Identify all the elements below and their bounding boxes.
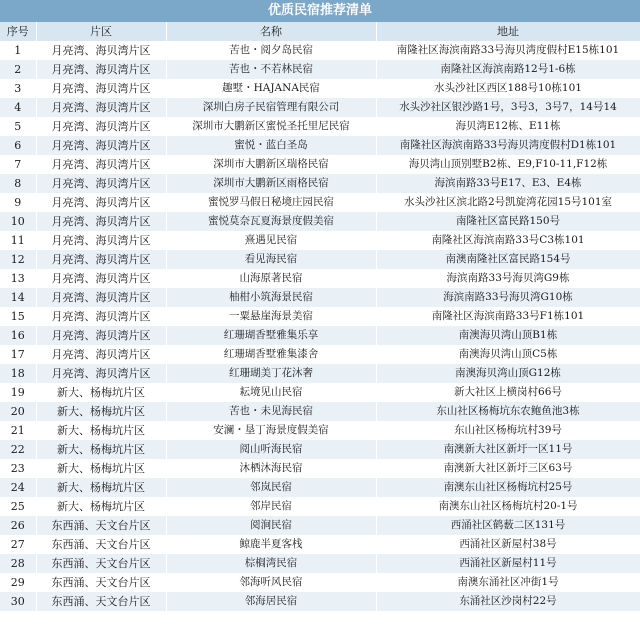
cell-area: 新大、杨梅坑片区 (36, 440, 166, 459)
cell-address: 东山社区杨梅坑东农鲍鱼池3栋 (376, 402, 640, 421)
cell-name: 深圳市大鹏新区雨格民宿 (166, 174, 376, 193)
cell-area: 东西涌、天文台片区 (36, 573, 166, 592)
cell-address: 水头沙社区西区188号10栋101 (376, 79, 640, 98)
cell-index: 24 (0, 478, 36, 497)
cell-address: 南隆社区海滨南路33号海贝湾度假村D1栋101 (376, 136, 640, 155)
cell-index: 13 (0, 269, 36, 288)
cell-area: 月亮湾、海贝湾片区 (36, 307, 166, 326)
cell-index: 17 (0, 345, 36, 364)
cell-area: 新大、杨梅坑片区 (36, 478, 166, 497)
table-row (0, 79, 640, 98)
cell-name: 看见海民宿 (166, 250, 376, 269)
cell-name: 熹遇见民宿 (166, 231, 376, 250)
table-row (0, 212, 640, 231)
table-row (0, 421, 640, 440)
cell-index: 19 (0, 383, 36, 402)
cell-name: 苦也・不若林民宿 (166, 60, 376, 79)
cell-index: 3 (0, 79, 36, 98)
cell-address: 南隆社区海滨南路33号F1栋101 (376, 307, 640, 326)
cell-name: 蜜悦・蓝白圣岛 (166, 136, 376, 155)
table-row (0, 41, 640, 60)
cell-area: 月亮湾、海贝湾片区 (36, 345, 166, 364)
cell-address: 南澳海贝湾山顶C5栋 (376, 345, 640, 364)
cell-index: 6 (0, 136, 36, 155)
cell-index: 9 (0, 193, 36, 212)
table-row (0, 250, 640, 269)
cell-name: 鲸鹿半夏客栈 (166, 535, 376, 554)
cell-address: 南澳东山社区杨梅坑村20-1号 (376, 497, 640, 516)
guesthouse-table (0, 22, 640, 611)
cell-address: 海滨南路33号海贝湾G9栋 (376, 269, 640, 288)
cell-name: 深圳市大鹏新区瑞格民宿 (166, 155, 376, 174)
cell-name: 一粟悬崖海景美宿 (166, 307, 376, 326)
cell-name: 深圳市大鹏新区蜜悦圣托里尼民宿 (166, 117, 376, 136)
cell-area: 东西涌、天文台片区 (36, 554, 166, 573)
cell-address: 海贝湾山顶别墅B2栋、E9,F10-11,F12栋 (376, 155, 640, 174)
cell-index: 30 (0, 592, 36, 611)
cell-address: 西涌社区新屋村11号 (376, 554, 640, 573)
header-row (0, 22, 640, 41)
cell-name: 阅涧民宿 (166, 516, 376, 535)
header-name: 名称 (166, 22, 376, 41)
table-row (0, 459, 640, 478)
cell-area: 月亮湾、海贝湾片区 (36, 269, 166, 288)
cell-name: 苦也・未见海民宿 (166, 402, 376, 421)
table-row (0, 440, 640, 459)
cell-name: 邻海居民宿 (166, 592, 376, 611)
cell-index: 18 (0, 364, 36, 383)
cell-index: 1 (0, 41, 36, 60)
table-row (0, 155, 640, 174)
cell-area: 月亮湾、海贝湾片区 (36, 155, 166, 174)
cell-index: 28 (0, 554, 36, 573)
cell-address: 南澳南隆社区富民路154号 (376, 250, 640, 269)
table-row (0, 117, 640, 136)
cell-index: 5 (0, 117, 36, 136)
header-index: 序号 (0, 22, 36, 41)
cell-index: 11 (0, 231, 36, 250)
table-row (0, 307, 640, 326)
cell-address: 南隆社区海滨南路33号海贝湾度假村E15栋101 (376, 41, 640, 60)
cell-area: 月亮湾、海贝湾片区 (36, 98, 166, 117)
cell-area: 东西涌、天文台片区 (36, 516, 166, 535)
cell-name: 蜜悦莫奈瓦夏海景度假美宿 (166, 212, 376, 231)
table-row (0, 60, 640, 79)
cell-area: 月亮湾、海贝湾片区 (36, 174, 166, 193)
table-row (0, 497, 640, 516)
cell-area: 月亮湾、海贝湾片区 (36, 250, 166, 269)
table-row (0, 345, 640, 364)
table-row (0, 364, 640, 383)
table-row (0, 326, 640, 345)
table-row (0, 516, 640, 535)
cell-index: 27 (0, 535, 36, 554)
cell-address: 南澳新大社区新圩一区11号 (376, 440, 640, 459)
cell-index: 8 (0, 174, 36, 193)
table-row (0, 269, 640, 288)
cell-address: 东涌社区沙岗村22号 (376, 592, 640, 611)
cell-name: 深圳白房子民宿管理有限公司 (166, 98, 376, 117)
cell-name: 安澜・垦丁海景度假美宿 (166, 421, 376, 440)
table-row (0, 174, 640, 193)
cell-name: 山海原著民宿 (166, 269, 376, 288)
cell-address: 南澳东山社区杨梅坑村25号 (376, 478, 640, 497)
cell-area: 新大、杨梅坑片区 (36, 421, 166, 440)
cell-name: 阅山听海民宿 (166, 440, 376, 459)
table-row (0, 573, 640, 592)
cell-address: 水头沙社区滨北路2号凯旋湾花园15号101室 (376, 193, 640, 212)
cell-name: 红珊瑚香墅雅集乐享 (166, 326, 376, 345)
cell-index: 7 (0, 155, 36, 174)
cell-index: 14 (0, 288, 36, 307)
cell-address: 南澳新大社区新圩三区63号 (376, 459, 640, 478)
cell-name: 柚柑小筑海景民宿 (166, 288, 376, 307)
cell-address: 西涌社区新屋村38号 (376, 535, 640, 554)
cell-name: 邻岚民宿 (166, 478, 376, 497)
table-body (0, 41, 640, 611)
cell-index: 25 (0, 497, 36, 516)
cell-area: 月亮湾、海贝湾片区 (36, 364, 166, 383)
cell-name: 耘境见山民宿 (166, 383, 376, 402)
cell-name: 苦也・阅夕岛民宿 (166, 41, 376, 60)
cell-area: 月亮湾、海贝湾片区 (36, 231, 166, 250)
cell-index: 21 (0, 421, 36, 440)
cell-name: 沐栖沐海民宿 (166, 459, 376, 478)
cell-index: 15 (0, 307, 36, 326)
cell-area: 月亮湾、海贝湾片区 (36, 60, 166, 79)
cell-name: 棕榈湾民宿 (166, 554, 376, 573)
cell-index: 16 (0, 326, 36, 345)
cell-area: 月亮湾、海贝湾片区 (36, 193, 166, 212)
cell-area: 东西涌、天文台片区 (36, 535, 166, 554)
cell-area: 月亮湾、海贝湾片区 (36, 79, 166, 98)
sheet-title: 优质民宿推荐清单 (0, 0, 640, 22)
cell-area: 月亮湾、海贝湾片区 (36, 136, 166, 155)
cell-area: 新大、杨梅坑片区 (36, 402, 166, 421)
table-row (0, 231, 640, 250)
cell-address: 南隆社区海滨南路33号C3栋101 (376, 231, 640, 250)
table-row (0, 98, 640, 117)
cell-index: 26 (0, 516, 36, 535)
cell-area: 东西涌、天文台片区 (36, 592, 166, 611)
cell-address: 东山社区杨梅坑村39号 (376, 421, 640, 440)
cell-address: 南隆社区海滨南路12号1-6栋 (376, 60, 640, 79)
cell-index: 12 (0, 250, 36, 269)
cell-area: 新大、杨梅坑片区 (36, 497, 166, 516)
cell-address: 南澳东涌社区冲街1号 (376, 573, 640, 592)
cell-index: 23 (0, 459, 36, 478)
cell-name: 邻海听风民宿 (166, 573, 376, 592)
cell-name: 红珊瑚美丁花沐奢 (166, 364, 376, 383)
table-row (0, 478, 640, 497)
cell-address: 南澳海贝湾山顶B1栋 (376, 326, 640, 345)
cell-area: 新大、杨梅坑片区 (36, 459, 166, 478)
table-row (0, 554, 640, 573)
cell-address: 南隆社区富民路150号 (376, 212, 640, 231)
cell-area: 月亮湾、海贝湾片区 (36, 41, 166, 60)
header-address: 地址 (376, 22, 640, 41)
table-row (0, 535, 640, 554)
cell-index: 29 (0, 573, 36, 592)
cell-address: 西涌社区鹤薮二区131号 (376, 516, 640, 535)
cell-name: 蜜悦罗马假日秘境庄园民宿 (166, 193, 376, 212)
cell-address: 水头沙社区银沙路1号，3号3，3号7，14号14 (376, 98, 640, 117)
cell-name: 红珊瑚香墅雅集漆舍 (166, 345, 376, 364)
cell-index: 22 (0, 440, 36, 459)
cell-area: 月亮湾、海贝湾片区 (36, 117, 166, 136)
cell-address: 南澳海贝湾山顶G12栋 (376, 364, 640, 383)
cell-index: 20 (0, 402, 36, 421)
cell-index: 10 (0, 212, 36, 231)
cell-address: 海滨南路33号海贝湾G10栋 (376, 288, 640, 307)
cell-area: 月亮湾、海贝湾片区 (36, 326, 166, 345)
cell-address: 新大社区上横岗村66号 (376, 383, 640, 402)
cell-name: 趣墅・HAJANA民宿 (166, 79, 376, 98)
table-row (0, 136, 640, 155)
table-row (0, 383, 640, 402)
table-row (0, 288, 640, 307)
cell-name: 邻岸民宿 (166, 497, 376, 516)
cell-area: 月亮湾、海贝湾片区 (36, 288, 166, 307)
cell-address: 海滨南路33号E17、E3、E4栋 (376, 174, 640, 193)
cell-address: 海贝湾E12栋、E11栋 (376, 117, 640, 136)
table-row (0, 592, 640, 611)
table-row (0, 193, 640, 212)
cell-index: 4 (0, 98, 36, 117)
header-area: 片区 (36, 22, 166, 41)
table-row (0, 402, 640, 421)
cell-area: 月亮湾、海贝湾片区 (36, 212, 166, 231)
cell-index: 2 (0, 60, 36, 79)
cell-area: 新大、杨梅坑片区 (36, 383, 166, 402)
